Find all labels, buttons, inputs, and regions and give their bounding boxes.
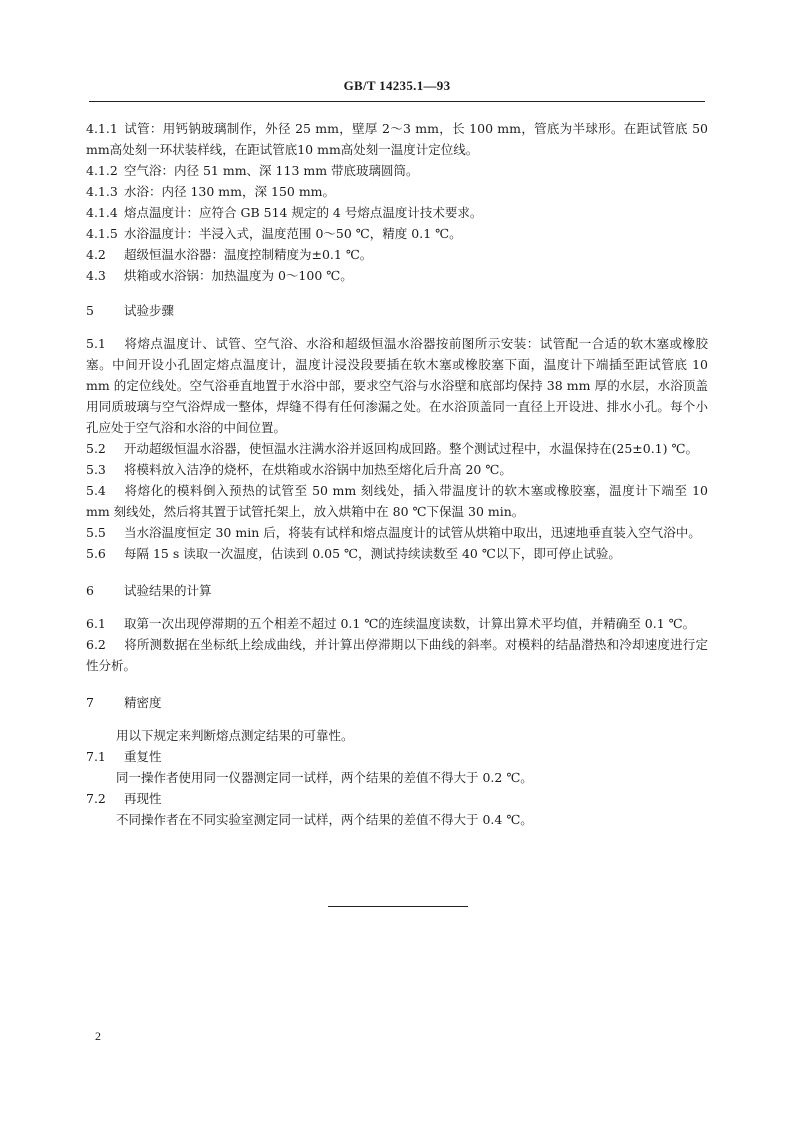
clause-5-5 (86, 522, 708, 543)
clause-7-2-heading (86, 788, 708, 809)
clause-4-1-3 (86, 181, 708, 202)
clause-text: 水浴温度计：半浸入式，温度范围 0～50 ℃，精度 0.1 ℃。 (124, 226, 462, 241)
clause-title: 重复性 (124, 749, 162, 764)
clause-number: 4.1.4 (86, 205, 118, 220)
header-rule (89, 101, 705, 102)
standard-code: GB/T 14235.1—93 (343, 78, 451, 93)
clause-4-1-5 (86, 223, 708, 244)
section-title: 试验结果的计算 (124, 583, 212, 598)
clause-number: 6.1 (86, 616, 106, 631)
section-heading-6 (86, 580, 708, 601)
clause-4-1-2 (86, 160, 708, 181)
clause-number: 4.3 (86, 268, 106, 283)
section-title: 精密度 (124, 695, 162, 710)
clause-text: 将熔化的模料倒入预热的试管至 50 mm 刻线处，插入带温度计的软木塞或橡胶塞，温度计下端至 10 mm 刻线处，然后将其置于试管托架上，放入烘箱中在 80 ℃下保温 30 min。 (86, 483, 708, 519)
clause-text: 超级恒温水浴器：温度控制精度为±0.1 ℃。 (124, 247, 373, 262)
page-header (0, 78, 794, 94)
section-heading-7 (86, 692, 708, 713)
section-title: 试验步骤 (124, 303, 175, 318)
clause-5-1 (86, 333, 708, 438)
clause-7-1-text: 同一操作者使用同一仪器测定同一试样，两个结果的差值不得大于 0.2 ℃。 (116, 770, 533, 785)
clause-number: 5.3 (86, 462, 106, 477)
clause-number: 4.1.3 (86, 184, 118, 199)
clause-number: 4.1.5 (86, 226, 118, 241)
clause-text: 开动超级恒温水浴器，使恒温水注满水浴并返回构成回路。整个测试过程中，水温保持在(25±0.1) ℃。 (124, 441, 698, 456)
section-number: 5 (86, 303, 94, 318)
clause-number: 6.2 (86, 637, 106, 652)
clause-number: 7.1 (86, 749, 106, 764)
section-7-intro: 用以下规定来判断熔点测定结果的可靠性。 (116, 728, 354, 743)
page-number: 2 (95, 1029, 101, 1043)
clause-5-4 (86, 480, 708, 522)
clause-4-2 (86, 244, 708, 265)
clause-7-1-heading (86, 746, 708, 767)
section-number: 6 (86, 583, 94, 598)
clause-4-1-1 (86, 118, 708, 160)
clause-5-3 (86, 459, 708, 480)
clause-5-6 (86, 543, 708, 564)
clause-number: 5.1 (86, 336, 106, 351)
clause-number: 5.6 (86, 546, 106, 561)
section-number: 7 (86, 695, 94, 710)
clause-number: 5.2 (86, 441, 106, 456)
section-heading-5 (86, 300, 708, 321)
clause-6-2 (86, 634, 708, 676)
clause-text: 水浴：内径 130 mm，深 150 mm。 (124, 184, 336, 199)
clause-title: 再现性 (124, 791, 162, 806)
clause-number: 5.4 (86, 483, 106, 498)
clause-number: 4.2 (86, 247, 106, 262)
clause-6-1 (86, 613, 708, 634)
clause-5-2 (86, 438, 708, 459)
end-of-document-rule (328, 906, 468, 907)
clause-text: 烘箱或水浴锅：加热温度为 0～100 ℃。 (124, 268, 353, 283)
clause-number: 7.2 (86, 791, 106, 806)
clause-text: 空气浴：内径 51 mm、深 113 mm 带底玻璃圆筒。 (124, 163, 419, 178)
clause-7-2-text: 不同操作者在不同实验室测定同一试样，两个结果的差值不得大于 0.4 ℃。 (116, 812, 533, 827)
clause-4-1-4 (86, 202, 708, 223)
clause-4-3 (86, 265, 708, 286)
clause-text: 取第一次出现停滞期的五个相差不超过 0.1 ℃的连续温度读数，计算出算术平均值，并精确至 0.1 ℃。 (124, 616, 696, 631)
clause-text: 将熔点温度计、试管、空气浴、水浴和超级恒温水浴器按前图所示安装：试管配一合适的软木塞或橡胶塞。中间开设小孔固定熔点温度计，温度计浸没段要插在软木塞或橡胶塞下面，温度计下端插至距试管底 10 mm 的定位线处。空气浴垂直地置于水浴中部，要求空气浴与水浴壁和底部均保持 38 mm 厚的水层，水浴顶盖用同质玻璃与空气浴焊成一整体，焊缝不得有任何渗漏之处。在水浴顶盖同一直径上开设进、排水小孔。每个小孔应处于空气浴和水浴的中间位置。 (86, 336, 708, 435)
clause-text: 每隔 15 s 读取一次温度，估读到 0.05 ℃，测试持续读数至 40 ℃以下，即可停止试验。 (124, 546, 621, 561)
document-body (86, 118, 708, 830)
clause-number: 5.5 (86, 525, 106, 540)
clause-text: 当水浴温度恒定 30 min 后，将装有试样和熔点温度计的试管从烘箱中取出，迅速地垂直装入空气浴中。 (124, 525, 701, 540)
clause-text: 熔点温度计：应符合 GB 514 规定的 4 号熔点温度计技术要求。 (124, 205, 483, 220)
clause-text: 将模料放入洁净的烧杯，在烘箱或水浴锅中加热至熔化后升高 20 ℃。 (124, 462, 512, 477)
clause-text: 试管：用钙钠玻璃制作，外径 25 mm，壁厚 2～3 mm，长 100 mm，管底为半球形。在距试管底 50 mm高处刻一环状装样线，在距试管底10 mm高处刻一温度计定位线。 (86, 121, 708, 157)
clause-text: 将所测数据在坐标纸上绘成曲线，并计算出停滞期以下曲线的斜率。对模料的结晶潜热和冷却速度进行定性分析。 (86, 637, 708, 673)
clause-number: 4.1.1 (86, 121, 118, 136)
clause-number: 4.1.2 (86, 163, 118, 178)
